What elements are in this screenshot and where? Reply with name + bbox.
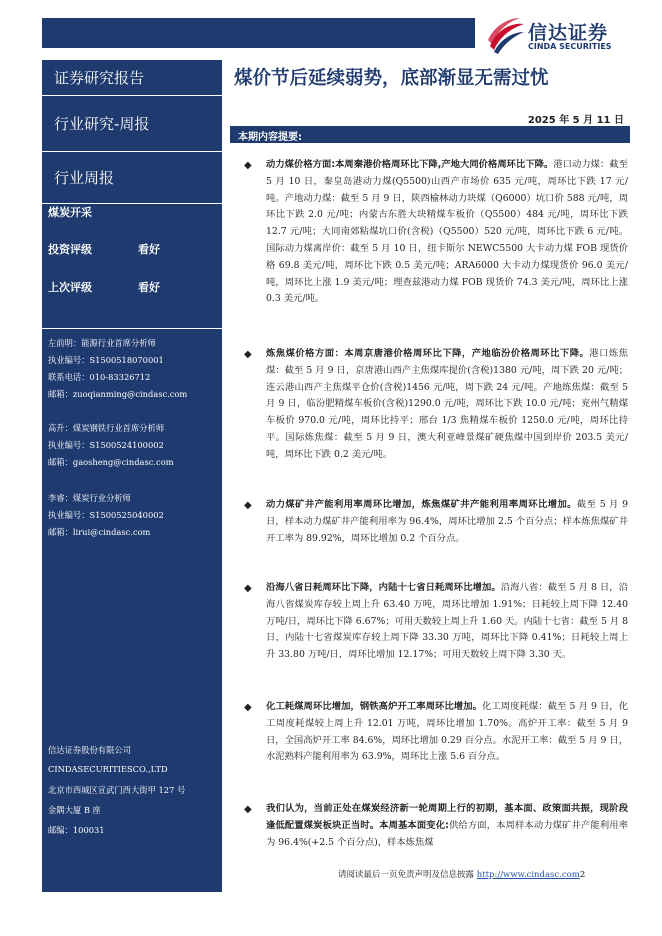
report-category: 行业研究-周报 [42,96,222,152]
sector-name: 煤炭开采 [48,206,92,219]
analyst-name: 李睿：煤炭行业分析师 [48,493,131,503]
paragraph-heading: 动力煤矿井产能利用率周环比增加，炼焦煤矿井产能利用率周环比增加。 [266,499,577,510]
bullet-icon: ◆ [244,804,252,815]
page-footer [338,868,585,880]
bullet-icon: ◆ [244,583,252,594]
sidebar [42,60,222,892]
analyst-email[interactable]: 邮箱：zuoqianming@cindasc.com [48,389,188,399]
report-subtype: 行业周报 [42,152,222,204]
summary-paragraph [266,157,628,308]
page-number: 2 [579,870,586,880]
paragraph-heading: 化工耗煤周环比增加，钢铁高炉开工率周环比增加。 [266,701,482,712]
bullet-icon: ◆ [244,160,252,171]
analyst-email[interactable]: 邮箱：lirui@cindasc.com [48,527,151,537]
report-title: 煤价节后延续弱势，底部渐显无需过忧 [234,68,549,89]
analyst-email[interactable]: 邮箱：gaosheng@cindasc.com [48,457,174,467]
cinda-logo-icon [486,16,526,56]
rating-value: 看好 [138,243,160,256]
prev-rating-label: 上次评级 [48,281,92,294]
prev-rating-value: 看好 [138,281,160,294]
rating-label: 投资评级 [48,243,92,256]
analyst-license: 执业编号：S1500518070001 [48,355,164,365]
analyst-name: 左前明：能源行业首席分析师 [48,338,156,348]
analyst-name: 高升：煤炭钢铁行业首席分析师 [48,423,165,433]
company-postcode: 邮编：100031 [48,825,105,835]
summary-header [230,126,630,143]
company-address: 金隅大厦 B 座 [48,805,101,815]
company-name: 信达证券股份有限公司 [48,745,131,755]
summary-paragraph [266,801,628,851]
report-type: 证券研究报告 [42,60,222,96]
logo-name: 信达证券 [528,22,609,44]
paragraph-heading: 动力煤价格方面:本周秦港价格周环比下降,产地大同价格周环比下降。 [266,159,554,170]
summary-paragraph [266,580,628,664]
analyst-phone: 联系电话：010-83326712 [48,372,151,382]
paragraph-body: 沿海八省：截至 5 月 8 日，沿海八省煤炭库存较上周上升 63.40 万吨，周环比增加 1.91%；日耗较上周下降 12.40 万吨/日，周环比下降 6.67%；可用天数较上周上升 1.60 天。内陆十七省：截至 5 月 8 日，内陆十七省煤炭库存较上周下降 33.30 万吨，周环比下降 0.41%；日耗较上周上升 33.80 万吨/日，周环比增加 12.17%；可用天数较上周下降 3.30 天。 [266,582,628,661]
paragraph-heading: 沿海八省日耗周环比下降，内陆十七省日耗周环比增加。 [266,582,501,593]
bullet-icon: ◆ [244,702,252,713]
paragraph-body: 供给方面，本周样本动力煤矿井产能利用率为 96.4%(+2.5 个百分点)，样本炼焦煤 [266,819,628,848]
report-date: 2025 年 5 月 11 日 [527,115,624,126]
summary-paragraph [266,699,628,766]
summary-label: 本期内容提要: [238,132,302,143]
analyst-license: 执业编号：S1500524100002 [48,440,164,450]
disclaimer-text: 请阅读最后一页免责声明及信息披露 [338,870,475,880]
company-logo [486,16,636,56]
company-address: 北京市西城区宣武门西大街甲 127 号 [48,785,186,795]
bullet-icon: ◆ [244,349,252,360]
paragraph-body: 截至 5 月 9 日，样本动力煤矿井产能利用率为 96.4%，周环比增加 2.5 个百分点；样本炼焦煤矿井开工率为 89.92%，周环比增加 0.2 个百分点。 [266,499,628,544]
bullet-icon: ◆ [244,500,252,511]
paragraph-body: 化工周度耗煤：截至 5 月 9 日，化工周度耗煤较上周上升 12.01 万吨，周环比增加 1.70%。高炉开工率：截至 5 月 9 日，全国高炉开工率 84.6%，周环比增加 0.29 百分点。水泥开工率：截至 5 月 9 日，水泥熟料产能利用率为 63.9%，周环比上涨 5.6 百分点。 [266,701,628,763]
summary-paragraph [266,346,628,464]
paragraph-body: 港口动力煤：截至 5 月 10 日，秦皇岛港动力煤(Q5500)山西产市场价 635 元/吨，周环比下跌 17 元/吨。产地动力煤：截至 5 月 9 日，陕西榆林动力块煤（Q6000）坑口价 588 元/吨，周环比下跌 2.0 元/吨；内蒙古东胜大块精煤车板价（Q5500）484 元/吨，周环比下跌 12.7 元/吨；大同南郊粘煤坑口价(含税)（Q5500）520 元/吨，周环比下跌 6 元/吨。国际动力煤离岸价：截至 5 月 10 日，纽卡斯尔 NEWC5500 大卡动力煤 FOB 现货价格 69.8 美元/吨，周环比下跌 0.5 美元/吨；ARA6000 大卡动力煤现货价 96.0 美元/吨，周环比上涨 1.9 美元/吨；理查兹港动力煤 FOB 现货价 74.3 美元/吨，周环比上涨 0.3 美元/吨。 [266,159,628,305]
sidebar-divider [42,328,222,329]
paragraph-heading: 炼焦煤价格方面：本周京唐港价格周环比下降，产地临汾价格周环比下降。 [266,348,590,359]
logo-name-en: CINDA SECURITIES [528,42,612,51]
paragraph-body: 港口炼焦煤：截至 5 月 9 日，京唐港山西产主焦煤库提价(含税)1380 元/吨，周下跌 20 元/吨；连云港山西产主焦煤平仓价(含税)1456 元/吨，周下跌 24 元/吨。产地炼焦煤：截至 5 月 9 日，临汾肥精煤车板价(含税)1290.0 元/吨，周环比下跌 10.0 元/吨；兖州气精煤车板价 970.0 元/吨，周环比持平；邢台 1/3 焦精煤车板价 1250.0 元/吨，周环比持平。国际炼焦煤：截至 5 月 9 日，澳大利亚峰景煤矿硬焦煤中国到岸价 203.5 美元/吨，周环比下跌 0.2 美元/吨。 [266,348,628,460]
paragraph-heading: 我们认为，当前正处在煤炭经济新一轮周期上行的初期，基本面、政策面共振，现阶段逢低配置煤炭板块正当时。本周基本面变化: [266,803,628,831]
summary-paragraph [266,497,628,547]
analyst-license: 执业编号：S1500525040002 [48,510,164,520]
website-link[interactable]: http://www.cindasc.com [476,870,580,880]
header-bar [42,18,475,48]
company-name-en: CINDASECURITIESCO.,LTD [48,764,168,774]
